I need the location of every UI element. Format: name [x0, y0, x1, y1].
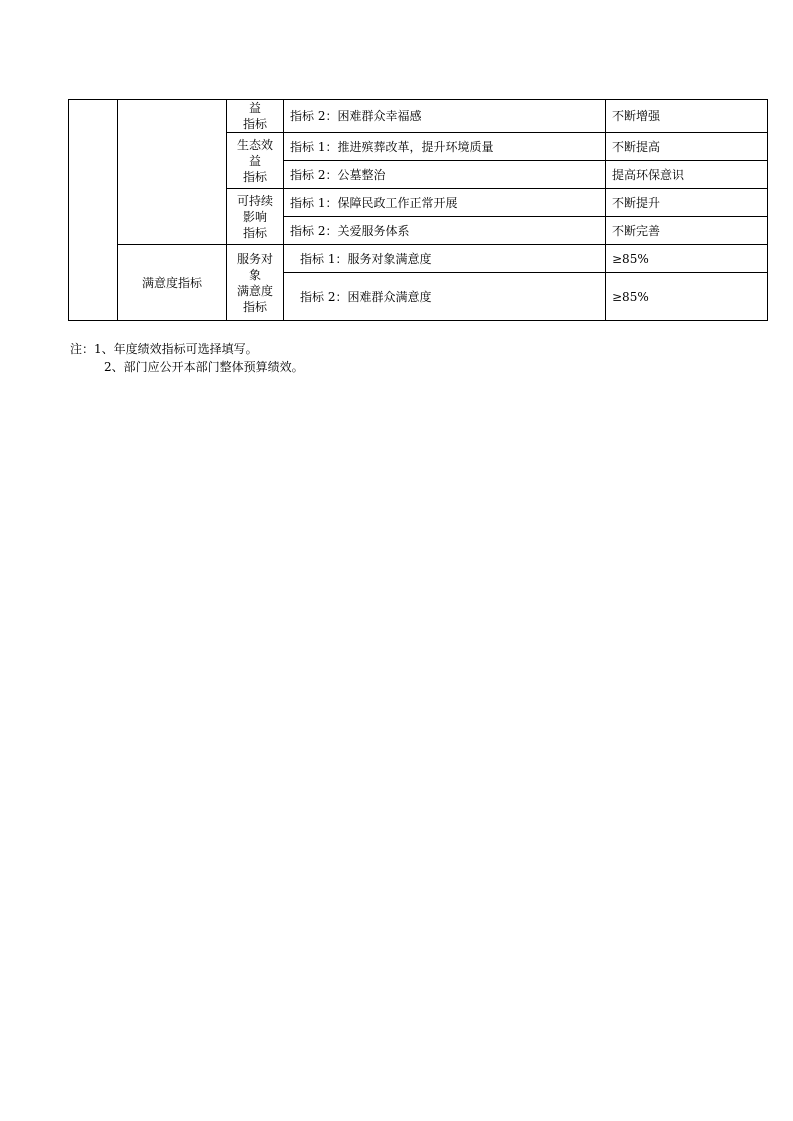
subcategory-text: 指标	[242, 169, 267, 184]
subcategory-text: 益	[248, 153, 261, 168]
subcategory-text: 指标	[242, 117, 267, 131]
subcategory-cell	[227, 100, 284, 133]
indicator-cell: 指标 1：服务对象满意度	[284, 245, 606, 273]
indicator-cell: 指标 2：困难群众幸福感	[284, 100, 606, 133]
note-line-1: 注：1、年度绩效指标可选择填写。	[70, 342, 258, 356]
indicator-cell: 指标 1：推进殡葬改革，提升环境质量	[284, 133, 606, 161]
target-value-cell: 提高环保意识	[606, 161, 768, 189]
subcategory-text: 指标	[242, 299, 267, 314]
subcategory-cell	[227, 189, 284, 245]
subcategory-text: 服务对	[236, 251, 273, 266]
subcategory-text: 生态效	[236, 137, 273, 152]
subcategory-text: 象	[248, 267, 261, 282]
target-value-cell: ≥85%	[606, 273, 768, 321]
subcategory-text: 指标	[242, 225, 267, 240]
subcategory-cell	[227, 133, 284, 189]
note-line-2: 2、部门应公开本部门整体预算绩效。	[104, 360, 304, 374]
subcategory-text: 满意度	[236, 283, 273, 298]
table-row	[69, 100, 768, 133]
subcategory-cell	[227, 245, 284, 321]
subcategory-text: 益	[248, 101, 261, 115]
indicator-cell: 指标 2：困难群众满意度	[284, 273, 606, 321]
category-cell: 满意度指标	[118, 245, 227, 321]
empty-first-column-cell	[69, 100, 118, 321]
subcategory-text: 可持续	[236, 193, 273, 208]
target-value-cell: 不断提升	[606, 189, 768, 217]
empty-category-cell	[118, 100, 227, 245]
indicator-cell: 指标 2：关爱服务体系	[284, 217, 606, 245]
performance-indicator-table	[68, 99, 768, 321]
subcategory-text: 影响	[242, 209, 267, 224]
table-notes	[70, 340, 304, 376]
table-row	[69, 245, 768, 273]
target-value-cell: 不断提高	[606, 133, 768, 161]
indicator-cell: 指标 2：公墓整治	[284, 161, 606, 189]
indicator-cell: 指标 1：保障民政工作正常开展	[284, 189, 606, 217]
target-value-cell: 不断完善	[606, 217, 768, 245]
target-value-cell: 不断增强	[606, 100, 768, 133]
target-value-cell: ≥85%	[606, 245, 768, 273]
